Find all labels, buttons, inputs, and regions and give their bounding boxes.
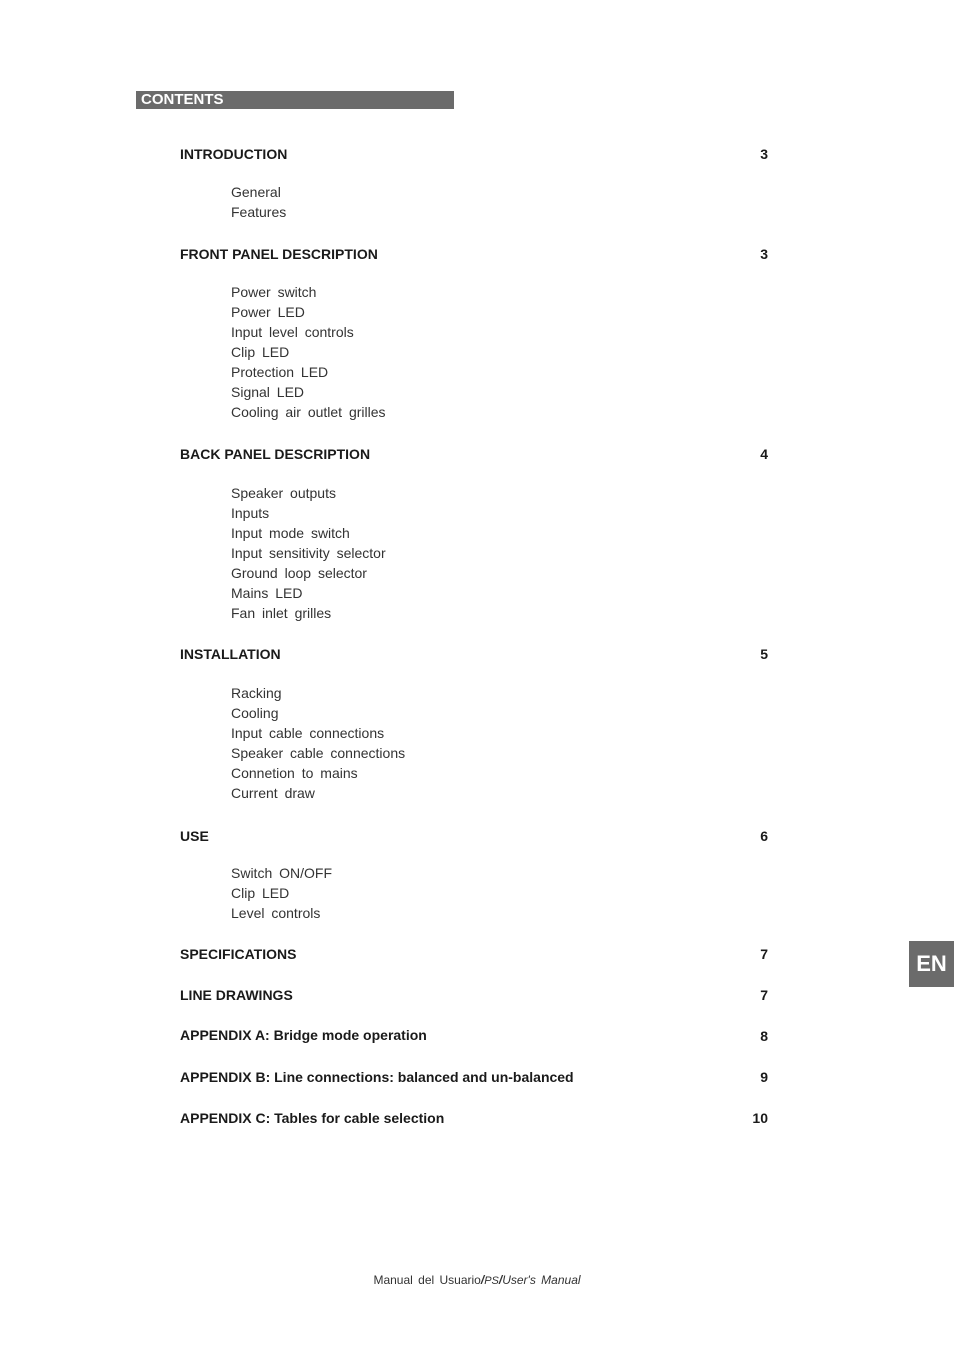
toc-page-introduction: 3 <box>760 146 768 162</box>
toc-sublist-use <box>231 863 332 923</box>
footer-separator: / <box>498 1273 503 1287</box>
toc-subitem[interactable]: Clip LED <box>231 885 290 901</box>
toc-sublist-introduction <box>231 182 286 222</box>
footer-separator: / <box>480 1273 485 1287</box>
toc-heading-appendix-b[interactable]: APPENDIX B: Line connections: balanced and un-balanced <box>180 1069 574 1085</box>
toc-subitem[interactable]: Input sensitivity selector <box>231 545 386 561</box>
toc-page-front-panel: 3 <box>760 246 768 262</box>
toc-page-appendix-b: 9 <box>760 1069 768 1085</box>
toc-subitem[interactable]: General <box>231 184 281 200</box>
toc-heading-front-panel[interactable]: FRONT PANEL DESCRIPTION <box>180 246 378 262</box>
toc-sublist-back-panel <box>231 483 386 623</box>
toc-heading-appendix-c[interactable]: APPENDIX C: Tables for cable selection <box>180 1110 445 1126</box>
toc-page-appendix-a: 8 <box>760 1028 768 1044</box>
toc-subitem[interactable]: Signal LED <box>231 384 305 400</box>
toc-subitem[interactable]: Connetion to mains <box>231 765 358 781</box>
toc-subitem[interactable]: Input level controls <box>231 324 354 340</box>
toc-page-line-drawings: 7 <box>760 987 768 1003</box>
toc-subitem[interactable]: Inputs <box>231 505 270 521</box>
toc-subitem[interactable]: Speaker cable connections <box>231 745 406 761</box>
toc-subitem[interactable]: Switch ON/OFF <box>231 865 333 881</box>
toc-subitem[interactable]: Current draw <box>231 785 315 801</box>
toc-page-use: 6 <box>760 828 768 844</box>
page-footer <box>0 1273 954 1287</box>
toc-subitem[interactable]: Power LED <box>231 304 305 320</box>
contents-header: CONTENTS <box>136 91 454 109</box>
toc-subitem[interactable]: Level controls <box>231 905 321 921</box>
toc-subitem[interactable]: Input cable connections <box>231 725 385 741</box>
language-tab: EN <box>909 941 954 987</box>
toc-subitem[interactable]: Features <box>231 204 287 220</box>
toc-subitem[interactable]: Ground loop selector <box>231 565 367 581</box>
toc-subitem[interactable]: Cooling air outlet grilles <box>231 404 386 420</box>
toc-heading-line-drawings[interactable]: LINE DRAWINGS <box>180 987 293 1003</box>
toc-subitem[interactable]: Input mode switch <box>231 525 350 541</box>
toc-subitem[interactable]: Protection LED <box>231 364 329 380</box>
toc-subitem[interactable]: Power switch <box>231 284 317 300</box>
toc-sublist-front-panel <box>231 282 386 422</box>
toc-subitem[interactable]: Clip LED <box>231 344 290 360</box>
toc-page-back-panel: 4 <box>760 446 768 462</box>
toc-heading-introduction[interactable]: INTRODUCTION <box>180 146 288 162</box>
toc-subitem[interactable]: Racking <box>231 685 282 701</box>
toc-heading-appendix-a[interactable]: APPENDIX A: Bridge mode operation <box>180 1027 427 1043</box>
toc-heading-use[interactable]: USE <box>180 828 209 844</box>
toc-page-installation: 5 <box>760 646 768 662</box>
toc-subitem[interactable]: Mains LED <box>231 585 303 601</box>
footer-spanish-title: Manual del Usuario <box>373 1273 481 1287</box>
toc-subitem[interactable]: Speaker outputs <box>231 485 336 501</box>
toc-sublist-installation <box>231 683 405 803</box>
toc-page-specifications: 7 <box>760 946 768 962</box>
toc-page-appendix-c: 10 <box>752 1110 768 1126</box>
toc-heading-specifications[interactable]: SPECIFICATIONS <box>180 946 297 962</box>
footer-model: PS <box>484 1275 499 1287</box>
toc-subitem[interactable]: Fan inlet grilles <box>231 605 332 621</box>
toc-heading-installation[interactable]: INSTALLATION <box>180 646 281 662</box>
footer-english-title: User's Manual <box>502 1273 581 1287</box>
toc-subitem[interactable]: Cooling <box>231 705 279 721</box>
toc-heading-back-panel[interactable]: BACK PANEL DESCRIPTION <box>180 446 371 462</box>
